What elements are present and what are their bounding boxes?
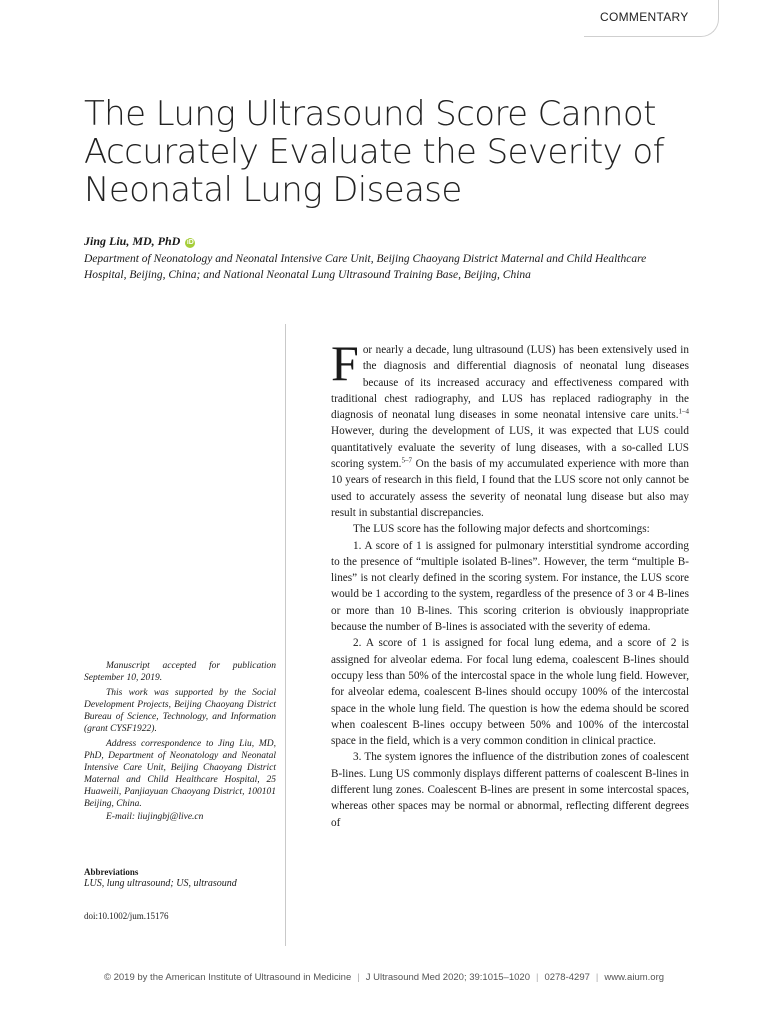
intro-paragraph (331, 335, 689, 521)
section-label: COMMENTARY (600, 10, 689, 24)
reference-5-7[interactable]: 5–7 (401, 456, 412, 465)
correspondence-email[interactable]: E-mail: liujingbj@live.cn (106, 812, 204, 822)
defect-3-paragraph: 3. The system ignores the influence of the distribution zones of coalescent B-lines. Lung US commonly displays different patterns of coalescent B-lines in different lung zones. Coalescent B-lines are present in some intercostal spaces, whereas other spaces may be normal or abnormal, reflecting different degrees of (331, 751, 689, 829)
correspondence-address: Address correspondence to Jing Liu, MD, PhD, Department of Neonatology and Neonatal Intensive Care Unit, Beijing Chaoyang District Maternal and Child Healthcare Hospital, 25 Huaweili, Panjiayuan Chaoyang District, 100101 Beijing, China. (84, 739, 276, 809)
drop-cap: F (331, 335, 359, 391)
footer-citation: J Ultrasound Med 2020; 39:1015–1020 (365, 972, 530, 983)
intro-text-a: or nearly a decade, lung ultrasound (LUS) has been extensively used in the diagnosis and differential diagnosis of neonatal lung diseases because of its increased accuracy and effectiveness compared with traditional chest radiography, and LUS has replaced radiography in the diagnosis of neonatal lung diseases in some neonatal intensive care units. (331, 344, 689, 422)
footer-separator: | (595, 972, 599, 983)
footer-issn: 0278-4297 (544, 972, 590, 983)
doi[interactable]: doi:10.1002/jum.15176 (84, 911, 169, 921)
column-divider (285, 324, 286, 946)
manuscript-note: Manuscript accepted for publication September 10, 2019. (84, 661, 276, 683)
sidebar-notes (84, 660, 276, 823)
funding-note: This work was supported by the Social Development Projects, Beijing Chaoyang District Bureau of Science, Technology, and Information (grant CYSF1922). (84, 688, 276, 734)
footer-separator: | (535, 972, 539, 983)
footer-url[interactable]: www.aium.org (604, 972, 665, 983)
abbreviations-heading: Abbreviations (84, 867, 139, 877)
author-affiliation: Department of Neonatology and Neonatal Intensive Care Unit, Beijing Chaoyang District Maternal and Child Healthcare Hospital, Beijing, China; and National Neonatal Lung Ultrasound Training Base, Beijing, China (84, 253, 647, 281)
page-footer (0, 972, 768, 983)
defect-2-paragraph: 2. A score of 1 is assigned for focal lung edema, and a score of 2 is assigned for alveolar edema. For focal lung edema, coalescent B-lines should occupy less than 50% of the intercostal space in the whole lung field. However, for alveolar edema, coalescent B-lines should occupy 100% of the intercostal space in the whole lung field. The question is how the edema should be scored when coalescent B-lines occupy between 50% and 100% of the intercostal space in the field, which is a very common condition in clinical practice. (331, 637, 689, 748)
article-title: The Lung Ultrasound Score Cannot Accurately Evaluate the Severity of Neonatal Lung Disease (84, 94, 664, 210)
defect-1-paragraph: 1. A score of 1 is assigned for pulmonary interstitial syndrome according to the presence of “multiple isolated B-lines”. However, the term “multiple B-lines” is not clearly defined in the scoring system. For instance, the LUS score would be 1 according to the system, regardless of the presence of 3 or 4 B-lines or more than 10 B-lines. This scoring criterion is obviously inappropriate because the number of B-lines is associated with the severity of edema. (331, 539, 689, 634)
reference-1-4[interactable]: 1–4 (678, 407, 689, 416)
footer-copyright: © 2019 by the American Institute of Ultrasound in Medicine (103, 972, 352, 983)
intro-text-b: However, during the development of LUS, it was expected that LUS could quantitatively evaluate the severity of lung diseases, with a so-called LUS scoring system. (331, 425, 689, 471)
article-body (331, 335, 689, 831)
defects-intro-paragraph: The LUS score has the following major defects and shortcomings: (353, 523, 650, 536)
abbreviations-block (84, 866, 276, 890)
author-line (84, 234, 195, 249)
orcid-icon[interactable]: iD (186, 239, 194, 246)
footer-separator: | (357, 972, 360, 983)
intro-text-c: On the basis of my accumulated experience with more than 10 years of research in this field, I found that the LUS score not only cannot be used to accurately assess the severity of neonatal lung disease but also may result in substantial discrepancies. (331, 458, 689, 519)
abbreviations-text: LUS, lung ultrasound; US, ultrasound (84, 878, 237, 889)
author-name: Jing Liu, MD, PhD (84, 234, 181, 248)
